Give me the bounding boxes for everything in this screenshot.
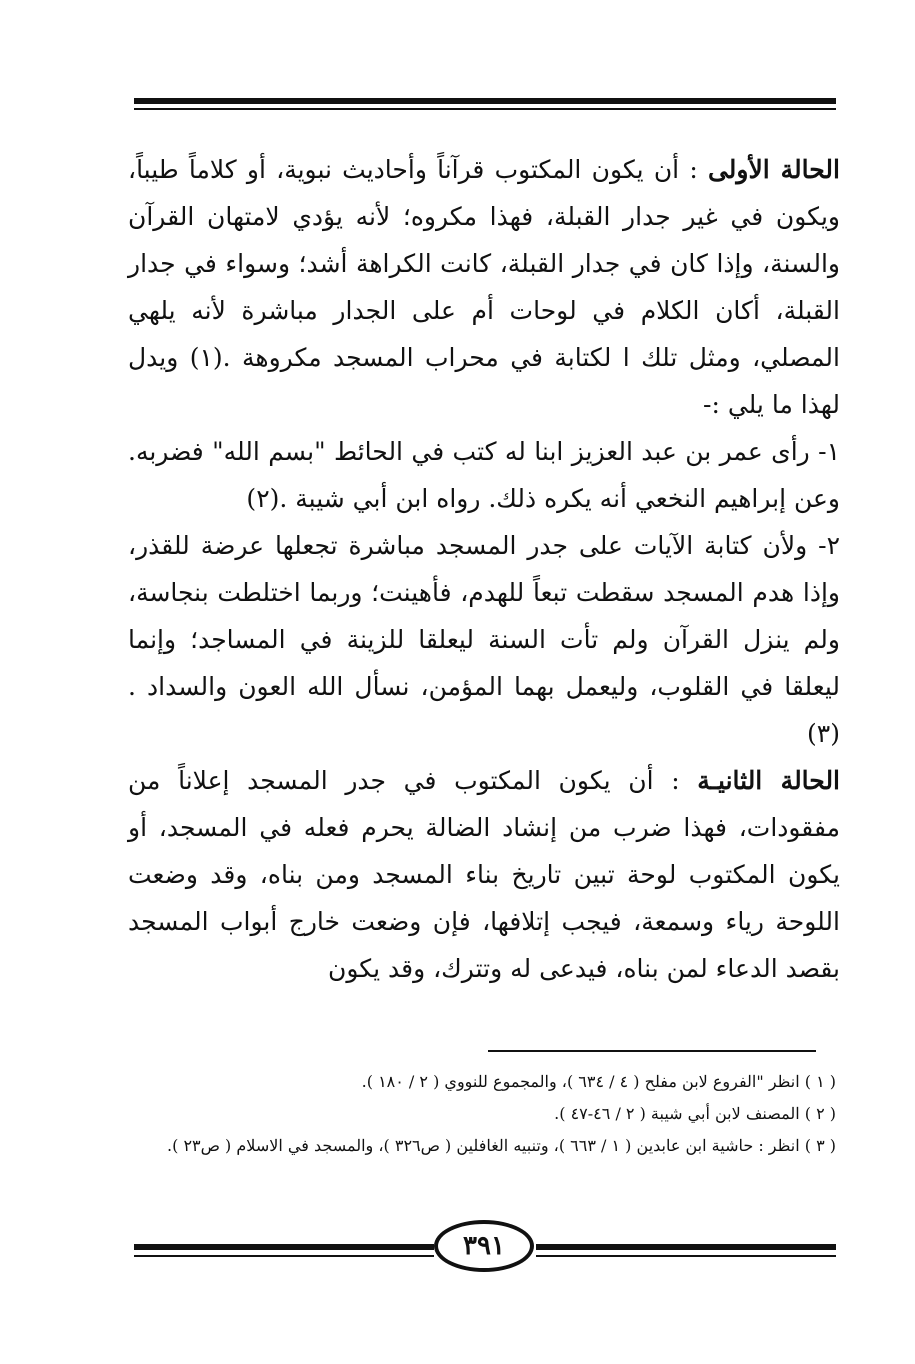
footnotes	[130, 1066, 836, 1162]
second-case-heading: الحالة الثانيـة	[697, 766, 841, 795]
footnote-separator	[488, 1050, 816, 1052]
footer-rule-left-thick	[134, 1244, 434, 1250]
footnote-2: ( ٢ ) المصنف لابن أبي شيبة ( ٢ / ٤٦-٤٧ ).	[554, 1104, 836, 1123]
footer-rule-right-thin	[536, 1255, 836, 1257]
footnote-1: ( ١ ) انظر "الفروع لابن مفلح ( ٤ / ٦٣٤ )، والمجموع للنووي ( ٢ / ١٨٠ ).	[361, 1072, 836, 1091]
paragraph-second-case	[128, 757, 840, 992]
paragraph-point-two: ٢- ولأن كتابة الآيات على جدر المسجد مباشرة تجعلها عرضة للقذر، وإذا هدم المسجد سقطت تبعاً للهدم، فأهينت؛ وربما اختلطت بنجاسة، ولم ينزل القرآن ولم تأت السنة ليعلقا للزينة في المساجد؛ وإنما ليعلقا في القلوب، وليعمل بهما المؤمن، نسأل الله العون والسداد .(٣)	[128, 531, 840, 748]
main-text	[128, 146, 840, 992]
footer-rule-left-thin	[134, 1255, 434, 1257]
paragraph-first-case	[128, 146, 840, 428]
first-case-text: : أن يكون المكتوب قرآناً وأحاديث نبوية، أو كلاماً طيباً، ويكون في غير جدار القبلة، فهذا مكروه؛ لأنه يؤدي لامتهان القرآن والسنة، وإذا كان في جدار القبلة، كانت الكراهة أشد؛ وسواء في جدار القبلة، أكان الكلام في لوحات أم على الجدار مباشرة لأنه يلهي المصلي، ومثل تلك ا لكتابة في محراب المسجد مكروهة .(١) ويدل لهذا ما يلي :-	[128, 155, 840, 419]
footer-rule-right-thick	[536, 1244, 836, 1250]
page-number: ٣٩١	[434, 1220, 534, 1272]
footnote-3: ( ٣ ) انظر : حاشية ابن عابدين ( ١ / ٦٦٣ )، وتنبيه الغافلين ( ص٣٢٦ )، والمسجد في الاسلام ( ص٢٣ ).	[167, 1136, 836, 1155]
second-case-text: : أن يكون المكتوب في جدر المسجد إعلاناً من مفقودات، فهذا ضرب من إنشاد الضالة يحرم فعله في المسجد، أو يكون المكتوب لوحة تبين تاريخ بناء المسجد ومن بناه، وقد وضعت اللوحة رياء وسمعة، فيجب إتلافها، فإن وضعت خارج أبواب المسجد بقصد الدعاء لمن بناه، فيدعى له وتترك، وقد يكون	[128, 766, 840, 983]
header-rule-thin	[134, 108, 836, 110]
paragraph-point-one: ١- رأى عمر بن عبد العزيز ابنا له كتب في الحائط "بسم الله" فضربه. وعن إبراهيم النخعي أنه يكره ذلك. رواه ابن أبي شيبة .(٢)	[128, 437, 840, 513]
header-rule-thick	[134, 98, 836, 104]
first-case-heading: الحالة الأولى	[707, 155, 840, 184]
